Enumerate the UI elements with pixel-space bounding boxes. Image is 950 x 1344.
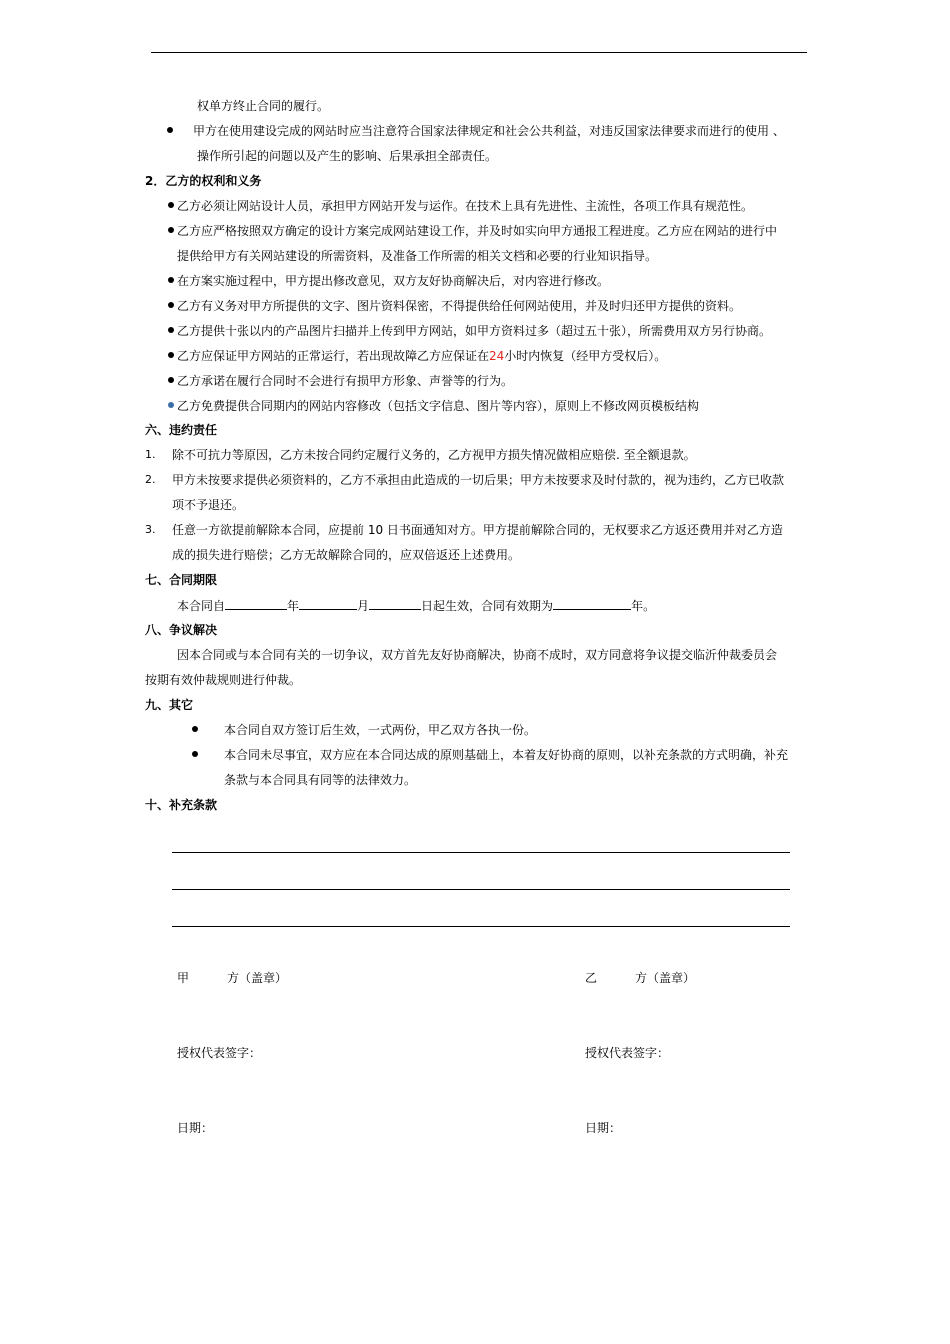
sec9-item: 本合同未尽事宜，双方应在本合同达成的原则基础上，本着友好协商的原则，以补充条款的方式明确，补充	[224, 748, 789, 762]
sec2-item: 乙方必须让网站设计人员，承担甲方网站开发与运作。在技术上具有先进性、主流性，各项工作具有规范性。	[177, 199, 754, 213]
hours-number: 24	[489, 349, 505, 363]
period-end: 年。	[631, 599, 656, 613]
period-year: 年	[287, 599, 300, 613]
sec2-item-a: 乙方应保证甲方网站的正常运行，若出现故障乙方应保证在	[177, 349, 490, 363]
sec2-item: 在方案实施过程中，甲方提出修改意见，双方友好协商解决后，对内容进行修改。	[177, 274, 610, 288]
item-number: 2.	[145, 473, 156, 486]
supplement-line[interactable]	[172, 926, 790, 927]
sec2-item: 乙方有义务对甲方所提供的文字、图片资料保密，不得提供给任何网站使用，并及时归还甲方提供的资料。	[177, 299, 742, 313]
sec2-item-b: 小时内恢复（经甲方受权后）。	[504, 349, 667, 363]
bullet-icon	[168, 302, 174, 308]
sec2-item: 乙方应严格按照双方确定的设计方案完成网站建设工作，并及时如实向甲方通报工程进度。乙方应在网站的进行中	[177, 224, 778, 238]
intro-bullet-text: 甲方在使用建设完成的网站时应当注意符合国家法律规定和社会公共利益，对违反国家法律要求而进行的使用 、	[193, 124, 785, 138]
party-b-date: 日期：	[585, 1121, 622, 1135]
sec9-item-cont: 条款与本合同具有同等的法律效力。	[224, 773, 417, 787]
sec2-item: 乙方免费提供合同期内的网站内容修改（包括文字信息、图片等内容），原则上不修改网页模板结构	[177, 399, 700, 413]
dispute-text-cont: 按期有效仲裁规则进行仲裁。	[145, 673, 302, 687]
bullet-icon	[168, 352, 174, 358]
party-a-date: 日期：	[177, 1121, 214, 1135]
period-month: 月	[357, 599, 370, 613]
party-a-rep-sign: 授权代表签字：	[177, 1046, 262, 1060]
sec2-item: 乙方提供十张以内的产品图片扫描并上传到甲方网站，如甲方资料过多（超过五十张），所需费用双方另行协商。	[177, 324, 772, 338]
party-b-seal: 方（盖章）	[635, 971, 696, 985]
bullet-icon	[168, 227, 174, 233]
section-9-title: 九、其它	[145, 698, 194, 712]
section-2-title: 2．乙方的权利和义务	[145, 174, 262, 188]
period-day: 日起生效，合同有效期为	[421, 599, 554, 613]
sec6-item-cont: 成的损失进行赔偿；乙方无故解除合同的，应双倍返还上述费用。	[172, 548, 521, 562]
bullet-icon	[168, 327, 174, 333]
bullet-icon	[192, 751, 198, 757]
item-number: 1.	[145, 448, 156, 461]
period-text-a: 本合同自	[177, 599, 226, 613]
bullet-icon	[168, 402, 174, 408]
bullet-icon	[167, 127, 173, 133]
section-6-title: 六、违约责任	[145, 423, 218, 437]
year-blank[interactable]	[225, 597, 287, 610]
party-a-char: 甲	[177, 971, 190, 985]
item-number: 3.	[145, 523, 156, 536]
month-blank[interactable]	[299, 597, 357, 610]
validity-blank[interactable]	[553, 597, 631, 610]
supplement-line[interactable]	[172, 889, 790, 890]
sec2-item	[177, 348, 666, 364]
day-blank[interactable]	[369, 597, 421, 610]
section-10-title: 十、补充条款	[145, 798, 218, 812]
party-a-seal: 方（盖章）	[227, 971, 288, 985]
bullet-icon	[192, 726, 198, 732]
party-b-char: 乙	[585, 971, 598, 985]
sec6-item: 任意一方欲提前解除本合同，应提前 10 日书面通知对方。甲方提前解除合同的，无权要求乙方返还费用并对乙方造	[172, 523, 783, 537]
bullet-icon	[168, 202, 174, 208]
sec6-item-cont: 项不予退还。	[172, 498, 245, 512]
sec6-item: 甲方未按要求提供必须资料的，乙方不承担由此造成的一切后果；甲方未按要求及时付款的，视为违约，乙方已收款	[172, 473, 785, 487]
sec9-item: 本合同自双方签订后生效，一式两份，甲乙双方各执一份。	[224, 723, 537, 737]
intro-bullet-cont: 操作所引起的问题以及产生的影响、后果承担全部责任。	[197, 149, 498, 163]
party-b-rep-sign: 授权代表签字：	[585, 1046, 670, 1060]
header-rule	[151, 52, 807, 53]
section-8-title: 八、争议解决	[145, 623, 218, 637]
bullet-icon	[168, 277, 174, 283]
contract-period-line	[177, 597, 655, 614]
sec2-item: 乙方承诺在履行合同时不会进行有损甲方形象、声誉等的行为。	[177, 374, 514, 388]
dispute-text: 因本合同或与本合同有关的一切争议，双方首先友好协商解决，协商不成时，双方同意将争议提交临沂仲裁委员会	[177, 648, 778, 662]
intro-line: 权单方终止合同的履行。	[197, 99, 330, 113]
sec6-item: 除不可抗力等原因，乙方未按合同约定履行义务的，乙方视甲方损失情况做相应赔偿. 至全额退款。	[172, 448, 696, 462]
section-7-title: 七、合同期限	[145, 573, 218, 587]
bullet-icon	[168, 377, 174, 383]
supplement-line[interactable]	[172, 852, 790, 853]
sec2-item-cont: 提供给甲方有关网站建设的所需资料，及准备工作所需的相关文档和必要的行业知识指导。	[177, 249, 658, 263]
